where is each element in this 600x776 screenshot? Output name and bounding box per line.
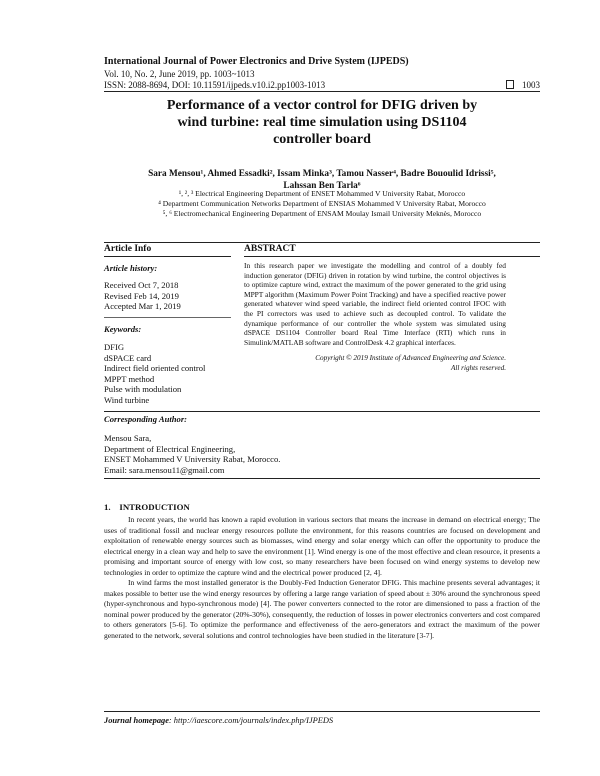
affiliation-3: ⁵, ⁶ Electromechanical Engineering Department of ENSAM Moulay Ismail University Meknès, Morocco [162, 209, 482, 218]
corresponding-email[interactable]: Email: sara.mensou11@gmail.com [104, 464, 225, 475]
footer-rule [104, 711, 540, 712]
title-line-1: Performance of a vector control for DFIG driven by [166, 98, 478, 113]
info-heading-rule [104, 256, 231, 257]
corresponding-heading: Corresponding Author: [104, 414, 188, 424]
keywords-list [104, 342, 205, 405]
info-top-rule [104, 242, 540, 243]
article-history-heading: Article history: [104, 263, 158, 273]
corresponding-name: Mensou Sara, [104, 433, 152, 443]
journal-title: International Journal of Power Electronics and Drive System (IJPEDS) [104, 56, 409, 67]
keyword-item: Pulse with modulation [104, 384, 182, 394]
corresponding-university: ENSET Mohammed V University Rabat, Morocco. [104, 454, 281, 464]
keyword-item: dSPACE card [104, 352, 152, 363]
article-history-dates [104, 280, 181, 312]
keyword-item: Indirect field oriented control [104, 363, 206, 373]
accepted-date: Accepted Mar 1, 2019 [104, 301, 181, 311]
affiliation-1: ¹, ², ³ Electrical Engineering Department of ENSET Mohammed V University Rabat, Morocco [178, 189, 466, 198]
paper-title [104, 97, 540, 148]
keyword-item: MPPT method [104, 373, 155, 384]
copyright-line-1: Copyright © 2019 Institute of Advanced Engineering and Science. [315, 354, 506, 362]
received-date: Received Oct 7, 2018 [104, 280, 179, 290]
introduction-body [104, 515, 540, 641]
page-box-icon [506, 80, 514, 89]
issn-doi-line: ISSN: 2088-8694, DOI: 10.11591/ijpeds.v10.i2.pp1003-1013 [104, 80, 326, 90]
affiliation-2: ⁴ Department Communication Networks Department of ENSIAS Mohammed V University Rabat, Morocco [158, 199, 486, 208]
corresponding-bottom-rule [104, 478, 540, 479]
keyword-item: Wind turbine [104, 394, 150, 405]
intro-paragraph-2: In wind farms the most installed generator is the Doubly-Fed Induction Generator DFIG. This machine presents several advantages; it makes possible to better use the wind energy resources by offering a large range variation of speed about ± 30% around the synchronous speed (hyper-synchronous and hypo-synchronous mode) [4]. The power converters connected to the rotor are dimensioned to pass a fraction of the nominal power produced by the generator (20%-30%), consequently, the reduction of losses in power electronics converters and cost compared to others generators [5-6]. To optimize the performance and effectiveness of the aero-generators and extract the maximum of the power generated to the network, several solutions and control technologies have been studied in the literature [3-7]. [104, 578, 540, 640]
homepage-label: Journal homepage [104, 716, 169, 725]
authors-line-1: Sara Mensou¹, Ahmed Essadki², Issam Minka³, Tamou Nasser⁴, Badre Bououlid Idrissi⁵, [148, 169, 496, 179]
corresponding-department: Department of Electrical Engineering, [104, 443, 236, 454]
abstract-heading: ABSTRACT [244, 244, 296, 254]
title-line-3: controller board [273, 132, 371, 147]
introduction-heading: 1. INTRODUCTION [104, 502, 190, 512]
title-line-2: wind turbine: real time simulation using DS1104 [177, 115, 467, 130]
corresponding-details [104, 433, 280, 475]
history-divider [104, 317, 231, 318]
affiliations [104, 189, 540, 219]
abstract-text: In this research paper we investigate the modelling and control of a doubly fed induction generator (DFIG) driven in rotation by wind turbine, the control objectives is to optimize capture wind, extract the maximum of the power generated to the grid using MPPT algorithm (Maximum Power Point Tracking) and have a specified reactive power generated whatever wind speed variable, the indirect field oriented control IFOC with the PI correctors was used to achieve such as decoupled control. To validate the dynamique performance of our controller the whole system was simulated using dSPACE DS1104 Controller board Real Time Interface (RTI) which runs in Simulink/MATLAB software and ControlDesk 4.2 graphical interfaces. [244, 261, 506, 347]
copyright-line-2: All rights reserved. [450, 363, 506, 372]
page-number-text: 1003 [522, 80, 540, 90]
journal-homepage [104, 716, 333, 725]
keywords-heading: Keywords: [104, 324, 142, 334]
revised-date: Revised Feb 14, 2019 [104, 290, 179, 301]
article-info-heading: Article Info [104, 244, 152, 254]
intro-paragraph-1: In recent years, the world has known a rapid evolution in various sectors that means the increase in demand on electrical energy; The uses of traditional fossil and nuclear energy resources pollute the environment, for this reasons countries are focused on development and exploitation of renewable energy sources such as biomasses, wind energy and solar energy which can offer the opportunity to produce the electrical energy in a clean way and help to save the environment [1]. Wind energy is one of the most effective and clean resource, it presents a promising and important source of energy with low cost, so many researchers have been focused on wind energy systems to develop new technologies in order to optimize the capture wind and the electrical power produced [2, 4]. [104, 515, 540, 577]
copyright [244, 354, 506, 373]
homepage-url[interactable]: : http://iaescore.com/journals/index.php/IJPEDS [168, 716, 334, 725]
keyword-item: DFIG [104, 342, 125, 352]
header-rule [104, 91, 540, 92]
corresponding-top-rule [104, 411, 540, 412]
authors-line-2: Lahssan Ben Tarla⁶ [283, 181, 361, 191]
page-number [506, 80, 540, 90]
abstract-heading-rule [244, 256, 540, 257]
volume-line: Vol. 10, No. 2, June 2019, pp. 1003~1013 [104, 69, 255, 79]
